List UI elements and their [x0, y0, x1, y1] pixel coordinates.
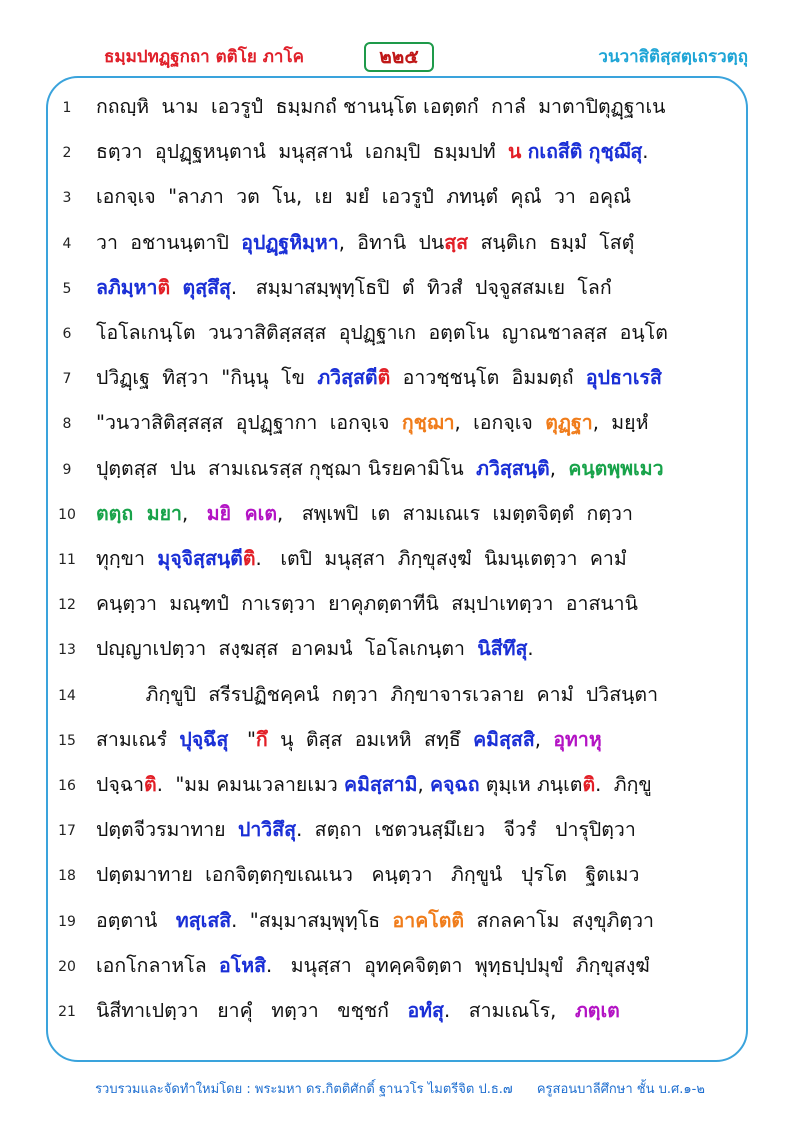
line-number: 7 — [62, 371, 72, 388]
text-segment: , สพฺเพปิ เต สามเณเร เมตฺตจิตฺตํ กตฺวา — [276, 501, 633, 525]
highlighted-word: ติ — [144, 773, 157, 796]
text-line — [0, 312, 800, 359]
text-line — [0, 854, 800, 901]
line-number: 4 — [62, 235, 72, 252]
text-segment: สนฺติเก ธมฺมํ โสตุํ — [468, 230, 635, 254]
text-segment: กถญฺหิ นาม เอวรูปํ ธมฺมกถํ ชานนฺโต เอตฺตกํ กาลํ มาตาปิตุฏฺฐาเน — [96, 95, 666, 118]
footer-compiler: รวบรวมและจัดทำใหม่โดย : พระมหา ดร.กิตติศักดิ์ ฐานวโร ไมตรีจิต ป.ธ.๗ — [95, 1082, 513, 1097]
line-number: 13 — [58, 642, 76, 659]
highlighted-word: อุปฏฺฐหิมฺหา — [241, 230, 339, 254]
text-segment: , — [534, 727, 554, 751]
highlighted-word: อาคโตติ — [392, 908, 465, 932]
text-segment: นิสีทาเปตฺวา ยาคุํ ทตฺวา ขชฺชกํ — [96, 999, 408, 1022]
text-line — [0, 674, 800, 721]
line-text — [96, 226, 726, 260]
text-segment: นุ ติสฺส อมเหหิ สทฺธึ — [267, 727, 474, 751]
highlighted-word: กุชฺฌึสุ — [588, 140, 643, 164]
line-number: 18 — [58, 868, 76, 885]
line-text — [96, 135, 726, 169]
line-text — [96, 994, 726, 1028]
line-number: 8 — [62, 416, 72, 433]
highlighted-word: คจฺฉถ — [429, 773, 480, 796]
text-segment: . สตฺถา เชตวนสฺมึเยว จีวรํ ปารุปิตฺวา — [296, 818, 636, 842]
highlighted-word: ทสฺเสสิ — [175, 908, 232, 932]
highlighted-word: นิสีทึสุ — [477, 637, 528, 661]
text-line — [0, 583, 800, 630]
text-line — [0, 945, 800, 992]
text-segment: โอโลเกนฺโต วนวาสิติสฺสสฺส อุปฏฺฐาเก อตฺตโน ญาณชาลสฺส อนฺโต — [96, 321, 668, 344]
line-number: 3 — [62, 190, 72, 207]
highlighted-word: ปาวิสึสุ — [237, 818, 297, 842]
text-line — [0, 719, 800, 766]
highlighted-word: อโหสิ — [219, 953, 266, 977]
text-segment: , — [417, 773, 430, 796]
highlighted-word: สฺส — [444, 230, 469, 254]
highlighted-word: กุชฺฌา — [401, 411, 455, 435]
text-line — [0, 176, 800, 223]
text-segment: " — [228, 727, 256, 751]
highlighted-word: อทํสุ — [407, 999, 444, 1022]
line-number: 19 — [58, 913, 76, 930]
highlighted-word: ตตฺถ มยา — [96, 501, 182, 525]
highlighted-word: อุปธาเรสิ — [585, 366, 662, 390]
text-segment: เอกโกลาหโล — [96, 953, 220, 977]
highlighted-word: มุจฺจิสฺสนฺตี — [157, 547, 243, 570]
text-segment: คนฺตฺวา มณฺฑปํ กาเรตฺวา ยาคุภตฺตาทีนิ สมฺปาเทตฺวา อาสนานิ — [96, 592, 638, 616]
text-line — [0, 628, 800, 675]
text-segment: สามเณรํ — [96, 727, 180, 751]
text-line — [0, 357, 800, 404]
line-text — [96, 90, 726, 124]
text-segment: . มนุสฺสา อุทคฺคจิตฺตา พุทฺธปฺปมุขํ ภิกฺขุสงฺฆํ — [266, 953, 650, 977]
page-number: ๒๒๕ — [364, 42, 434, 72]
text-line — [0, 538, 800, 585]
line-text — [96, 904, 726, 938]
line-text — [96, 180, 726, 214]
text-segment: ปจฺฉา — [96, 773, 145, 796]
line-text — [96, 813, 726, 847]
line-number: 14 — [58, 687, 76, 704]
highlighted-word: อุทาหุ — [553, 727, 602, 751]
chapter-title: วนวาสิติสฺสตฺเถรวตฺถุ — [598, 47, 748, 67]
text-line — [0, 267, 800, 314]
line-text — [96, 768, 726, 802]
text-segment: , — [549, 456, 569, 480]
text-segment: อตฺตานํ — [96, 908, 176, 932]
footer-course: ครูสอนบาลีศึกษา ชั้น บ.ศ.๑-๒ — [536, 1082, 705, 1097]
line-text — [96, 949, 726, 983]
text-segment: ทุกฺขา — [96, 547, 158, 570]
text-segment: , อิทานิ ปน — [338, 230, 445, 254]
line-number: 9 — [62, 461, 72, 478]
line-text — [96, 587, 726, 621]
text-line — [0, 86, 800, 133]
highlighted-word: ติ — [377, 366, 391, 390]
highlighted-word: คนฺตพฺพเมว — [568, 456, 664, 480]
text-segment: สกลคาโม สงฺขุภิตฺวา — [464, 908, 654, 932]
line-number: 11 — [58, 552, 76, 568]
line-number: 21 — [58, 1004, 76, 1020]
line-number: 1 — [62, 100, 72, 116]
line-number: 15 — [58, 732, 76, 749]
highlighted-word: ภวิสฺสนฺติ — [476, 456, 550, 480]
line-text — [96, 271, 726, 305]
text-segment: ธตฺวา อุปฏฺฐหนฺตานํ มนุสฺสานํ เอกมฺปิ ธมฺมปทํ — [96, 140, 509, 164]
line-number: 20 — [58, 958, 76, 975]
text-line — [0, 493, 800, 540]
text-segment: ปวิฏฺเฐ ทิสฺวา "กินฺนุ โข — [96, 366, 318, 390]
highlighted-word: กเถสีติ — [527, 140, 583, 164]
page-footer — [0, 1078, 800, 1099]
text-line — [0, 900, 800, 947]
text-segment: ปตฺตจีวรมาทาย — [96, 818, 238, 842]
text-segment: . — [527, 637, 534, 661]
text-segment: ปญฺญาเปตฺวา สงฺฆสฺส อาคมนํ โอโลเกนฺตา — [96, 637, 478, 661]
text-segment: . เตปิ มนุสฺสา ภิกฺขุสงฺฆํ นิมนฺเตตฺวา คามํ — [255, 547, 627, 570]
line-number: 17 — [58, 823, 76, 840]
text-segment: . "มม คมนเวลายเมว — [156, 773, 345, 796]
highlighted-word: ภวิสฺสตี — [317, 366, 378, 390]
line-text — [96, 361, 726, 395]
line-number: 12 — [58, 597, 76, 614]
text-segment: ตุมฺเห ภนฺเต — [479, 773, 583, 796]
highlighted-word: กึ — [255, 727, 268, 751]
line-number: 6 — [62, 326, 72, 342]
text-segment — [170, 276, 182, 299]
highlighted-word: ปุจฺฉึสุ — [179, 727, 229, 751]
highlighted-word: ตุสฺสึสุ — [182, 275, 231, 299]
highlighted-word: คมิสฺสสิ — [473, 727, 535, 751]
highlighted-word: ติ — [582, 773, 596, 796]
highlighted-word: ตุฏฺฐา — [545, 411, 593, 435]
highlighted-word: ลภิมฺหา — [96, 275, 158, 299]
text-line — [0, 222, 800, 269]
highlighted-word: ติ — [157, 275, 171, 299]
text-segment: , เอกจฺเจ — [454, 411, 546, 435]
text-segment: , มยฺหํ — [592, 411, 649, 435]
highlighted-word: ติ — [242, 547, 256, 570]
highlighted-word: คมิสฺสามิ — [344, 773, 418, 796]
text-segment: วา อชานนฺตาปิ — [96, 230, 242, 254]
line-number: 10 — [58, 506, 76, 523]
line-text — [96, 452, 726, 486]
highlighted-word: น — [508, 140, 522, 164]
line-text — [96, 497, 726, 531]
line-text — [96, 858, 726, 892]
text-segment: ปตฺตมาทาย เอกจิตฺตกฺขเณเนว คนฺตฺวา ภิกฺขูนํ ปุรโต ฐิตเมว — [96, 863, 640, 887]
line-number: 5 — [62, 280, 72, 297]
line-text — [96, 542, 726, 576]
text-line — [0, 448, 800, 495]
line-number: 16 — [58, 778, 76, 794]
text-segment: . "สมฺมาสมฺพุทฺโธ — [231, 908, 393, 932]
text-segment: อาวชฺชนฺโต อิมมตฺถํ — [390, 366, 586, 390]
line-number: 2 — [62, 145, 72, 162]
text-segment: . ภิกฺขู — [595, 773, 652, 796]
text-line — [0, 131, 800, 178]
text-segment: "วนวาสิติสฺสสฺส อุปฏฺฐากา เอกจฺเจ — [96, 411, 402, 435]
text-line — [0, 809, 800, 856]
line-text — [96, 678, 726, 712]
text-segment: เอกจฺเจ "ลาภา วต โน, เย มยํ เอวรูปํ ภทนฺตํ คุณํ วา อคุณํ — [96, 185, 632, 209]
text-segment: ภิกฺขูปิ สรีรปฏิชคฺคนํ กตฺวา ภิกฺขาจารเวลาย คามํ ปวิสนฺตา — [96, 682, 659, 706]
highlighted-word: ภตฺเต — [574, 999, 620, 1022]
book-title: ธมฺมปทฏฺฐกถา ตติโย ภาโค — [104, 47, 304, 67]
text-line — [0, 990, 800, 1037]
text-segment: . สามเณโร, — [443, 999, 575, 1022]
text-line — [0, 764, 800, 811]
text-line — [0, 402, 800, 449]
text-segment: , — [181, 501, 207, 525]
line-text — [96, 632, 726, 666]
highlighted-word: มยิ คเต — [206, 501, 277, 525]
text-segment: . — [642, 140, 649, 164]
text-segment: . สมฺมาสมฺพุทฺโธปิ ตํ ทิวสํ ปจฺจูสสมเย โลกํ — [230, 275, 612, 299]
text-segment: ปุตฺตสฺส ปน สามเณรสฺส กุชฺฌา นิรยคามิโน — [96, 456, 477, 480]
line-text — [96, 406, 726, 440]
line-text — [96, 316, 726, 350]
line-text — [96, 723, 726, 757]
